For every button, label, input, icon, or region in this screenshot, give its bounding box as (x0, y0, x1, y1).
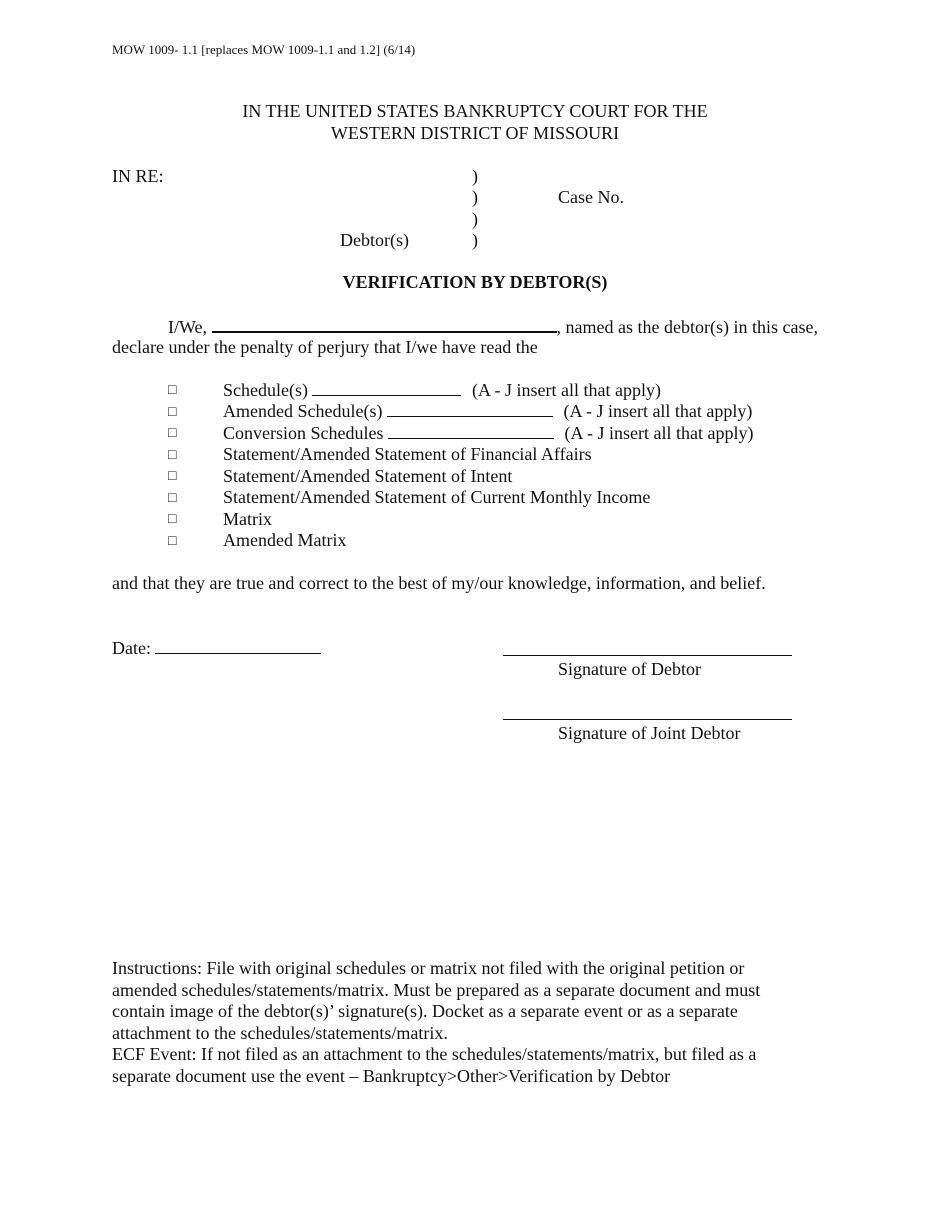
item-label: Schedule(s) (223, 380, 308, 400)
list-item-intent: Statement/Amended Statement of Intent (223, 466, 513, 486)
debtor-signature-label: Signature of Debtor (558, 659, 701, 679)
schedules-blank[interactable] (312, 380, 461, 396)
joint-debtor-signature-line[interactable] (503, 719, 792, 720)
checkbox[interactable]: □ (168, 534, 177, 549)
declaration-intro: I/We, (168, 317, 208, 337)
debtor-signature-line[interactable] (503, 655, 792, 656)
checkbox[interactable]: □ (168, 512, 177, 527)
date-blank[interactable] (155, 638, 321, 654)
item-label: Conversion Schedules (223, 423, 384, 443)
declaration-line-1 (168, 315, 818, 338)
court-name-line-1: IN THE UNITED STATES BANKRUPTCY COURT FOR THE (242, 101, 708, 121)
amended-schedules-blank[interactable] (387, 401, 553, 417)
item-label: Amended Schedule(s) (223, 401, 383, 421)
debtor-name-blank[interactable] (212, 315, 557, 333)
caption-paren: ) (472, 187, 478, 207)
item-note: (A - J insert all that apply) (564, 423, 754, 443)
checkbox[interactable]: □ (168, 405, 177, 420)
declaration-after-blank: , named as the debtor(s) in this case, (556, 317, 818, 337)
list-item-amended-schedules (223, 401, 752, 422)
date-label: Date: (112, 638, 151, 658)
list-item-amended-matrix: Amended Matrix (223, 530, 347, 550)
ecf-event-paragraph: ECF Event: If not filed as an attachment to the schedules/statements/matrix, but filed as a separate document use the event – Bankruptcy>Other>Verification by Debtor (112, 1044, 757, 1086)
form-id: MOW 1009- 1.1 [replaces MOW 1009-1.1 and 1.2] (6/14) (112, 42, 416, 57)
instructions-paragraph: Instructions: File with original schedules or matrix not filed with the original petition or amended schedules/statements/matrix. Must be prepared as a separate document and must contain image of the debtor(s)’ signature(s). Docket as a separate event or as a separate attachment to the schedules/statements/matrix. (112, 958, 761, 1043)
debtors-label: Debtor(s) (340, 230, 409, 250)
case-number-label: Case No. (558, 187, 624, 207)
checkbox[interactable]: □ (168, 426, 177, 441)
closing-statement: and that they are true and correct to the best of my/our knowledge, information, and belief. (112, 573, 766, 593)
checkbox[interactable]: □ (168, 469, 177, 484)
list-item-financial-affairs: Statement/Amended Statement of Financial Affairs (223, 444, 592, 464)
caption-paren: ) (472, 166, 478, 186)
checkbox[interactable]: □ (168, 491, 177, 506)
list-item-monthly-income: Statement/Amended Statement of Current Monthly Income (223, 487, 651, 507)
in-re-label: IN RE: (112, 166, 164, 186)
document-title: VERIFICATION BY DEBTOR(S) (342, 272, 608, 292)
item-note: (A - J insert all that apply) (563, 401, 753, 421)
item-note: (A - J insert all that apply) (471, 380, 661, 400)
list-item-matrix: Matrix (223, 509, 272, 529)
checkbox[interactable]: □ (168, 448, 177, 463)
date-field (112, 638, 321, 659)
caption-paren: ) (472, 209, 478, 229)
caption-paren: ) (472, 230, 478, 250)
checkbox[interactable]: □ (168, 383, 177, 398)
joint-debtor-signature-label: Signature of Joint Debtor (558, 723, 741, 743)
declaration-line-2: declare under the penalty of perjury that I/we have read the (112, 337, 538, 357)
conversion-schedules-blank[interactable] (388, 423, 554, 439)
list-item-schedules (223, 380, 661, 401)
list-item-conversion-schedules (223, 423, 753, 444)
court-name-line-2: WESTERN DISTRICT OF MISSOURI (330, 123, 620, 143)
